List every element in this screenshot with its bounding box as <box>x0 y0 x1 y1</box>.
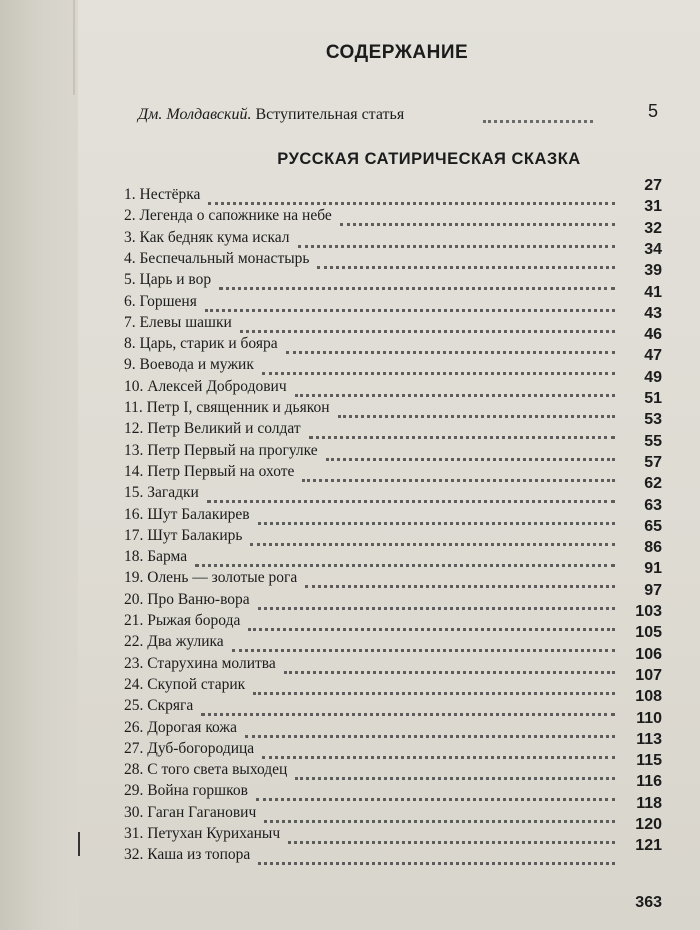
toc-entry-page: 46 <box>644 326 662 344</box>
leader-dots <box>201 709 615 716</box>
leader-dots <box>317 262 615 269</box>
toc-entry <box>0 688 700 719</box>
toc-entry-page: 55 <box>644 432 662 450</box>
leader-dots <box>240 326 615 333</box>
toc-entry-page: 86 <box>644 539 662 557</box>
toc-entry-page: 120 <box>635 816 662 833</box>
toc-entry-title: 11. Петр I, священник и дьякон <box>124 399 330 416</box>
toc-entry <box>0 581 700 613</box>
leader-dots <box>258 518 615 525</box>
toc-entry-page: 41 <box>644 283 662 301</box>
toc-entry-title: 18. Барма <box>124 548 188 566</box>
toc-entry <box>0 645 700 677</box>
toc-entry-title: 30. Гаган Гаганович <box>124 803 257 821</box>
toc-entry-title: 16. Шут Балакирев <box>124 505 250 523</box>
toc-entry-page: 113 <box>636 730 662 748</box>
leader-dots <box>253 688 615 695</box>
toc-entry-title: 9. Воевода и мужик <box>124 356 254 374</box>
toc-entry-title: 5. Царь и вор <box>124 271 212 289</box>
toc-entry <box>0 411 700 442</box>
toc-entry-page: 116 <box>636 773 662 791</box>
toc-entry <box>0 773 700 804</box>
toc-entry-title: 27. Дуб-богородица <box>124 739 255 757</box>
section-title: РУССКАЯ САТИРИЧЕСКАЯ СКАЗКА <box>277 150 581 168</box>
leader-dots <box>262 752 615 759</box>
toc-entry-title: 3. Как бедняк кума искал <box>124 228 290 246</box>
toc-entry <box>0 517 700 549</box>
toc-entry-title: 19. Олень — золотые рога <box>124 569 298 587</box>
toc-entry <box>0 539 700 570</box>
leader-dots <box>305 581 615 588</box>
toc-entry-title: 8. Царь, старик и бояра <box>124 335 278 353</box>
toc-entry-page: 97 <box>644 581 662 599</box>
leader-dots <box>340 219 615 226</box>
toc-entry-title: 4. Беспечальный монастырь <box>124 249 310 267</box>
toc-entry-title: 7. Елевы шашки <box>124 313 232 331</box>
leader-dots <box>295 390 615 397</box>
toc-entry <box>0 709 700 741</box>
toc-entry <box>0 730 700 762</box>
leader-dots <box>295 773 615 780</box>
toc-entry-page: 53 <box>644 411 662 429</box>
toc-entry-page: 108 <box>635 688 662 706</box>
intro-entry <box>138 101 658 128</box>
toc-entry <box>0 177 700 208</box>
page-number: 363 <box>635 894 662 911</box>
leader-dots <box>483 106 593 123</box>
leader-dots <box>250 539 615 546</box>
toc-entry-title: 17. Шут Балакирь <box>124 526 243 544</box>
toc-entry-title: 1. Нестёрка <box>124 186 201 203</box>
toc-entry <box>0 560 700 591</box>
toc-entry <box>0 475 700 506</box>
leader-dots <box>338 411 615 418</box>
toc-entry-page: 65 <box>644 517 662 535</box>
leader-dots <box>258 603 615 610</box>
toc-entry <box>0 453 700 485</box>
toc-entry <box>0 262 700 293</box>
toc-entry-page: 32 <box>644 219 662 237</box>
leader-dots <box>302 475 615 482</box>
toc-entry-page: 91 <box>644 560 662 578</box>
toc-entry-page: 27 <box>644 177 662 194</box>
intro-title: Вступительная статья <box>255 106 405 123</box>
toc-entry <box>0 816 700 847</box>
toc-entry-title: 25. Скряга <box>124 697 194 715</box>
toc-entry-page: 62 <box>644 475 662 493</box>
toc-entry-title: 2. Легенда о сапожнике на небе <box>124 207 332 225</box>
toc-entry <box>0 368 700 400</box>
leader-dots <box>284 667 615 674</box>
toc-entry-title: 15. Загадки <box>124 484 199 502</box>
toc-entry <box>0 198 700 229</box>
leader-dots <box>205 305 615 312</box>
toc-entry-page: 51 <box>644 390 662 407</box>
page-title: СОДЕРЖАНИЕ <box>325 42 469 63</box>
leader-dots <box>264 816 615 823</box>
toc-entry-title: 12. Петр Великий и солдат <box>124 420 301 438</box>
toc-entry <box>0 624 700 655</box>
toc-entry <box>0 837 700 868</box>
leader-dots <box>288 837 615 844</box>
toc-entry-page: 47 <box>644 347 662 365</box>
leader-dots <box>256 794 615 801</box>
toc-entry <box>0 752 700 783</box>
toc-entry <box>0 496 700 528</box>
toc-entry-page: 107 <box>635 666 662 684</box>
leader-dots <box>208 198 615 205</box>
toc-entry-title: 22. Два жулика <box>124 633 224 651</box>
toc-entry-page: 57 <box>644 453 662 471</box>
toc-entry <box>0 666 700 698</box>
leader-dots <box>326 454 615 461</box>
toc-entry-title: 21. Рыжая борода <box>124 612 241 629</box>
toc-entry <box>0 240 700 272</box>
intro-author: Дм. Молдавский. <box>138 106 252 123</box>
toc-entry-title: 26. Дорогая кожа <box>124 718 238 736</box>
leader-dots <box>309 432 615 439</box>
margin-mark <box>78 832 80 856</box>
toc-entry <box>0 283 700 315</box>
toc-entry-page: 39 <box>644 262 662 280</box>
toc-entry-title: 20. Про Ваню-вора <box>124 590 250 608</box>
toc-entry <box>0 390 700 421</box>
toc-entry-page: 49 <box>644 368 662 386</box>
toc-entry-page: 103 <box>635 603 662 620</box>
toc-entry-title: 28. С того света выходец <box>124 761 288 779</box>
leader-dots <box>195 560 615 567</box>
toc-entry <box>0 603 700 634</box>
toc-entry-title: 13. Петр Первый на прогулке <box>124 441 318 459</box>
leader-dots <box>258 858 615 865</box>
leader-dots <box>298 241 615 248</box>
toc-entry-page: 110 <box>636 709 662 727</box>
toc-entry-page: 31 <box>644 198 662 216</box>
toc-entry <box>0 304 700 336</box>
toc-entry-page: 43 <box>644 304 662 322</box>
toc-entry-page: 118 <box>636 794 662 812</box>
gutter-line <box>73 0 75 95</box>
toc-entry-title: 29. Война горшков <box>124 782 248 800</box>
leader-dots <box>232 645 615 652</box>
leader-dots <box>248 624 615 631</box>
toc-entry <box>0 347 700 378</box>
leader-dots <box>286 347 615 354</box>
leader-dots <box>219 283 615 290</box>
toc-entry <box>0 326 700 357</box>
toc-entry-title: 24. Скупой старик <box>124 675 246 693</box>
toc-entry-page: 63 <box>644 496 662 514</box>
leader-dots <box>262 368 615 375</box>
toc-entry-page: 105 <box>635 624 662 642</box>
toc-entry-page: 115 <box>636 752 662 770</box>
toc-entry-page: 34 <box>644 240 662 258</box>
toc-entry-title: 14. Петр Первый на охоте <box>124 462 295 480</box>
toc-entry-title: 32. Каша из топора <box>124 846 251 864</box>
intro-page-number: 5 <box>647 101 658 121</box>
toc-entry-title: 23. Старухина молитва <box>124 654 276 672</box>
toc-entry <box>0 219 700 251</box>
toc-entry-title: 6. Горшеня <box>124 292 197 310</box>
toc-entry-page: 121 <box>635 837 662 855</box>
toc-entry <box>0 794 700 826</box>
toc-entry-title: 31. Петухан Куриханыч <box>124 825 281 842</box>
toc-entry <box>0 432 700 464</box>
toc-entry-title: 10. Алексей Добродович <box>124 377 287 395</box>
toc-entry-page: 106 <box>635 645 662 663</box>
leader-dots <box>207 496 615 503</box>
leader-dots <box>245 731 615 738</box>
